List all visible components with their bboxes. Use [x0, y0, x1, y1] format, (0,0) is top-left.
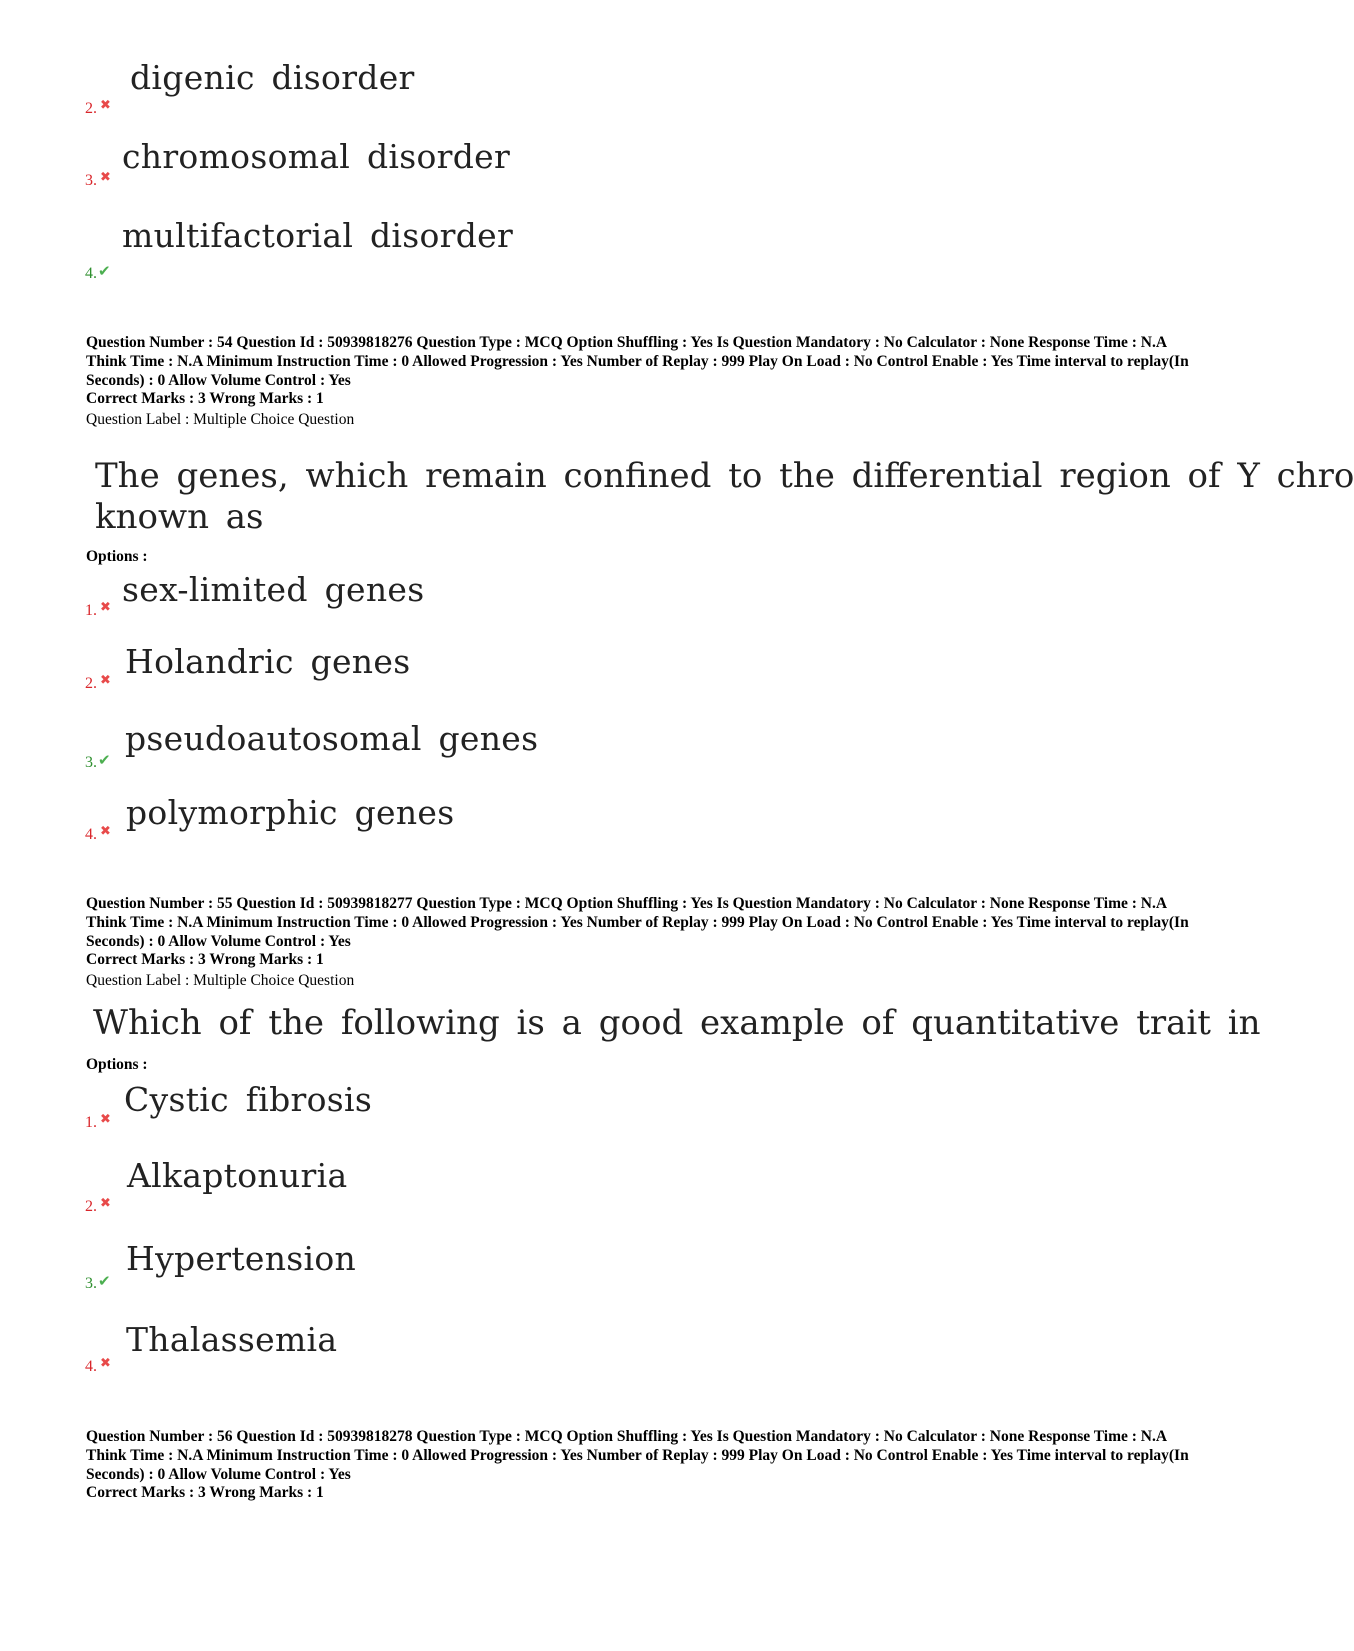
option-item — [0, 216, 1200, 296]
wrong-cross-icon: ✖ — [100, 98, 111, 113]
option-item — [0, 642, 1200, 722]
option-number: 3. — [85, 172, 97, 189]
option-number: 3. — [85, 754, 97, 771]
option-number: 1. — [85, 602, 97, 619]
wrong-cross-icon: ✖ — [100, 1196, 111, 1211]
option-text: Alkaptonuria — [127, 1156, 348, 1195]
question-meta: Question Number : 55 Question Id : 50939818277 Question Type : MCQ Option Shuffling : Yes Is Question Mandatory : No Calculator : None Response Time : N.A Think Time : N.A Minimum Instruction Time : 0 Allowed Progression : Yes Number of Replay : 999 Play On Load : No Control Enable : Yes Time interval to replay(In Seconds) : 0 Allow Volume Control : Yes — [86, 895, 1189, 950]
option-text: Hypertension — [126, 1239, 357, 1278]
option-item — [0, 1239, 1200, 1319]
question-marks: Correct Marks : 3 Wrong Marks : 1 — [86, 951, 324, 968]
wrong-cross-icon: ✖ — [100, 600, 111, 615]
option-text: Holandric genes — [125, 642, 411, 681]
option-text: chromosomal disorder — [122, 137, 511, 176]
question-marks: Correct Marks : 3 Wrong Marks : 1 — [86, 390, 324, 407]
question-meta: Question Number : 54 Question Id : 50939818276 Question Type : MCQ Option Shuffling : Yes Is Question Mandatory : No Calculator : None Response Time : N.A Think Time : N.A Minimum Instruction Time : 0 Allowed Progression : Yes Number of Replay : 999 Play On Load : No Control Enable : Yes Time interval to replay(In Seconds) : 0 Allow Volume Control : Yes — [86, 334, 1189, 389]
option-number: 2. — [85, 1198, 97, 1215]
question-label: Question Label : Multiple Choice Question — [86, 411, 355, 428]
option-number: 2. — [85, 100, 97, 117]
option-number: 4. — [85, 1358, 97, 1375]
option-item — [0, 58, 1200, 138]
options-heading: Options : — [86, 1056, 148, 1073]
option-text: multifactorial disorder — [122, 216, 514, 255]
option-text: Cystic fibrosis — [124, 1080, 373, 1119]
correct-check-icon: ✔ — [98, 1272, 111, 1290]
question-text-line: The genes, which remain confined to the differential region of Y chro — [95, 456, 1354, 496]
question-meta: Question Number : 56 Question Id : 50939818278 Question Type : MCQ Option Shuffling : Yes Is Question Mandatory : No Calculator : None Response Time : N.A Think Time : N.A Minimum Instruction Time : 0 Allowed Progression : Yes Number of Replay : 999 Play On Load : No Control Enable : Yes Time interval to replay(In Seconds) : 0 Allow Volume Control : Yes — [86, 1428, 1189, 1483]
option-text: polymorphic genes — [126, 793, 455, 832]
wrong-cross-icon: ✖ — [100, 673, 111, 688]
option-item — [0, 719, 1200, 799]
option-item — [0, 1320, 1200, 1400]
question-text-line: Which of the following is a good example of quantitative trait in — [93, 1003, 1261, 1043]
option-text: pseudoautosomal genes — [125, 719, 539, 758]
correct-check-icon: ✔ — [98, 262, 111, 280]
options-heading: Options : — [86, 548, 148, 565]
correct-check-icon: ✔ — [98, 751, 111, 769]
option-text: Thalassemia — [126, 1320, 338, 1359]
wrong-cross-icon: ✖ — [100, 1356, 111, 1371]
option-item — [0, 570, 1200, 650]
option-number: 4. — [85, 265, 97, 282]
option-text: digenic disorder — [130, 58, 415, 97]
question-text-line: known as — [95, 497, 264, 537]
option-text: sex-limited genes — [122, 570, 425, 609]
option-number: 2. — [85, 675, 97, 692]
option-item — [0, 137, 1200, 217]
question-label: Question Label : Multiple Choice Question — [86, 972, 355, 989]
option-number: 3. — [85, 1275, 97, 1292]
option-item — [0, 1156, 1200, 1236]
wrong-cross-icon: ✖ — [100, 824, 111, 839]
option-item — [0, 1080, 1200, 1160]
option-number: 4. — [85, 826, 97, 843]
wrong-cross-icon: ✖ — [100, 1112, 111, 1127]
option-item — [0, 793, 1200, 873]
question-marks: Correct Marks : 3 Wrong Marks : 1 — [86, 1484, 324, 1501]
wrong-cross-icon: ✖ — [100, 170, 111, 185]
option-number: 1. — [85, 1114, 97, 1131]
